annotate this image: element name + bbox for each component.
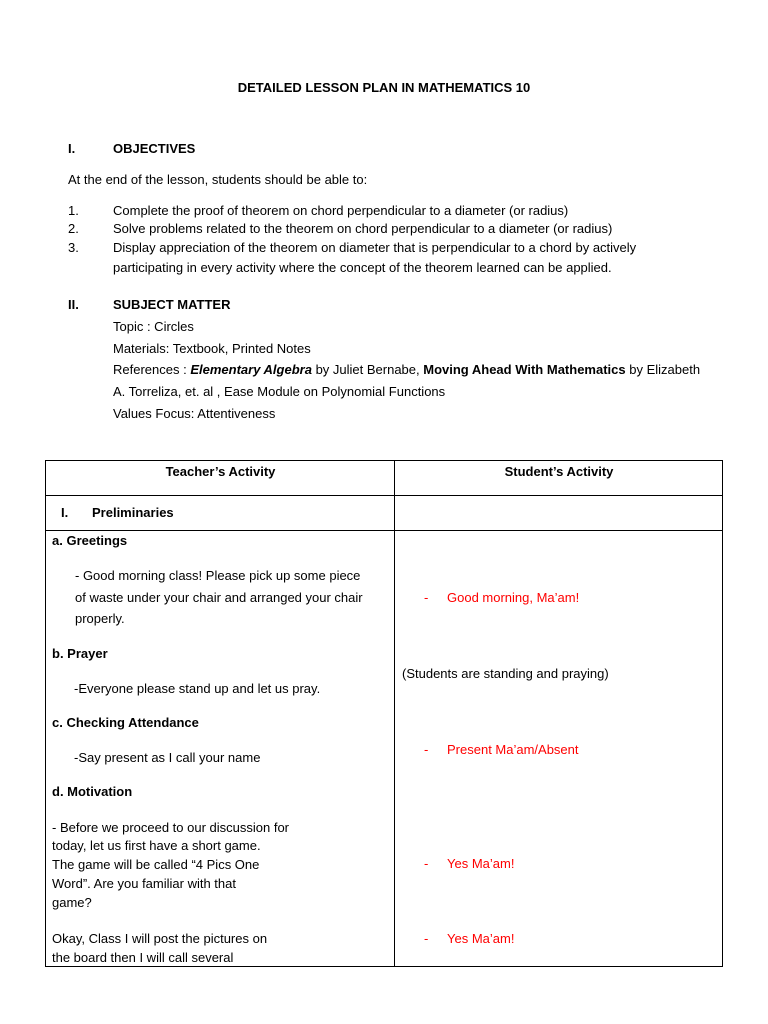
motivation-line-2: today, let us first have a short game. [52,838,261,853]
objective-number-3: 3. [68,240,79,255]
activity-table [45,460,723,967]
greetings-student: Good morning, Ma’am! [447,590,580,605]
subject-references [113,362,700,377]
ref-author-1: by Juliet Bernabe, [311,362,424,377]
motivation-heading: d. Motivation [52,784,133,799]
subject-values: Values Focus: Attentiveness [113,406,276,421]
student-activity-cell [395,531,723,967]
attendance-teacher: -Say present as I call your name [74,750,261,765]
table-header-row [46,461,723,496]
greetings-line-2: of waste under your chair and arranged your chair [75,590,363,605]
objective-text-1: Complete the proof of theorem on chord perpendicular to a diameter (or radius) [113,203,569,218]
objective-number-1: 1. [68,203,79,218]
ref-prefix: References : [113,362,191,377]
motivation-line-1: - Before we proceed to our discussion for [52,820,290,835]
prayer-student: (Students are standing and praying) [402,666,609,681]
greetings-line-1: - Good morning class! Please pick up some piece [75,568,361,583]
motivation-student-1: Yes Ma’am! [447,856,515,871]
student-activity-header: Student’s Activity [504,464,614,479]
prayer-teacher: -Everyone please stand up and let us pray. [74,681,321,696]
motivation-student-1-dash: - [424,856,429,871]
greetings-student-dash: - [424,590,429,605]
teacher-activity-cell [46,531,395,967]
table-body-row [46,531,723,967]
teacher-activity-header: Teacher’s Activity [165,464,276,479]
student-activity-header-cell [395,461,723,496]
objective-number-2: 2. [68,221,79,236]
attendance-student: Present Ma’am/Absent [447,742,579,757]
objective-text-3: Display appreciation of the theorem on diameter that is perpendicular to a chord by actively [113,240,637,255]
ref-author-2: by Elizabeth [625,362,701,377]
preliminaries-number: I. [61,505,69,520]
page-title: DETAILED LESSON PLAN IN MATHEMATICS 10 [237,80,531,95]
motivation-line-3: The game will be called “4 Pics One [52,857,260,872]
motivation-student-2: Yes Ma’am! [447,931,515,946]
motivation-line-6: Okay, Class I will post the pictures on [52,931,268,946]
attendance-student-dash: - [424,742,429,757]
ref-book-1: Elementary Algebra [190,362,312,377]
prayer-heading: b. Prayer [52,646,108,661]
objectives-intro: At the end of the lesson, students should be able to: [68,172,368,187]
objectives-heading: OBJECTIVES [113,141,196,156]
motivation-line-4: Word”. Are you familiar with that [52,876,236,891]
subject-matter-number: II. [68,297,79,312]
objectives-number: I. [68,141,76,156]
greetings-heading: a. Greetings [52,533,128,548]
greetings-line-3: properly. [75,611,125,626]
objective-text-3-cont: participating in every activity where the concept of the theorem learned can be applied. [113,260,612,275]
preliminaries-row [46,496,723,531]
teacher-activity-header-cell [46,461,395,496]
subject-topic: Topic : Circles [113,319,194,334]
motivation-line-7: the board then I will call several [52,950,234,965]
subject-matter-heading: SUBJECT MATTER [113,297,231,312]
preliminaries-title: Preliminaries [92,505,174,520]
attendance-heading: c. Checking Attendance [52,715,199,730]
ref-book-2: Moving Ahead With Mathematics [423,362,626,377]
motivation-line-5: game? [52,895,92,910]
subject-materials: Materials: Textbook, Printed Notes [113,341,311,356]
subject-references-cont: A. Torreliza, et. al , Ease Module on Polynomial Functions [113,384,446,399]
objective-text-2: Solve problems related to the theorem on chord perpendicular to a diameter (or radius) [113,221,613,236]
motivation-student-2-dash: - [424,931,429,946]
